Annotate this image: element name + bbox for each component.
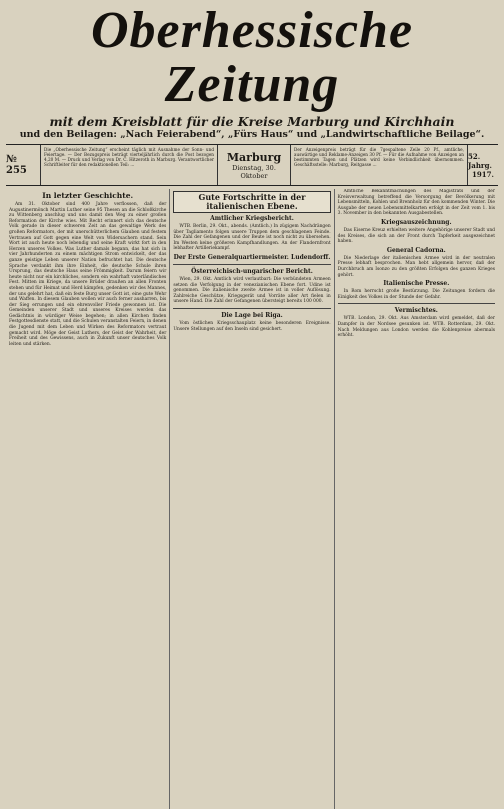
article-body: Amtliche Bekanntmachungen des Magistrats und der Kreisverwaltung betreffend die Versorgung der Bevölkerung mit Lebensmitteln, Kohlen und Brennholz für den kommenden Winter. Die Ausgabe der neuen Lebensmittelkarten erfolgt in der Zeit vom 1. bis 3. November in den bekannten Ausgabestellen. bbox=[337, 189, 495, 217]
article-body: Die Niederlage der italienischen Armee wird in der neutralen Presse lebhaft besprochen. Man hebt allgemein hervor, daß der Durchbruch am Isonzo zu den größten Erfolgen des ganzen Krieges gehört. bbox=[337, 255, 495, 278]
publisher-note: Die „Oberhessische Zeitung“ erscheint täglich mit Ausnahme der Sonn- und Feiertage. — Der Bezugspreis beträgt vierteljährlich durch die Post bezogen 4,20 M. — Druck und Verlag von Dr. C. Hitzeroth in Marburg. Verantwortlicher Schriftleiter für den redaktionellen Teil: ... bbox=[41, 145, 218, 185]
article-body: In Rom herrscht große Bestürzung. Die Zeitungen fordern die Einigkeit des Volkes in der Stunde der Gefahr. bbox=[337, 289, 495, 300]
section-heading: Die Lage bei Riga. bbox=[221, 311, 283, 319]
advertising-note: Der Anzeigenpreis beträgt für die 7gespaltene Zeile 20 Pf., amtliche, auswärtige und Reklame-Anzeigen 30 Pf. — Für die Aufnahme von Anzeigen an bestimmten Tagen und Plätzen wird keine Verbindlichkeit übernommen. Geschäftsstelle: Marburg, Reitgasse ... bbox=[291, 145, 468, 185]
section-heading: Italienische Presse. bbox=[383, 280, 450, 288]
article-body: WTB. London, 29. Okt. Aus Amsterdam wird gemeldet, daß der Dampfer in der Nordsee gesunken ist. WTB. Rotterdam, 29. Okt. Nach Meldungen aus London werden die Kohlenpreise abermals erhöht. bbox=[337, 316, 495, 339]
article-body: Das Eiserne Kreuz erhielten weitere Angehörige unserer Stadt und des Kreises, die sich an der Front durch Tapferkeit ausgezeichnet haben. bbox=[337, 227, 495, 245]
article-body: Vom östlichen Kriegsschauplatz keine besonderen Ereignisse. Unsere Stellungen auf den Inseln sind gesichert. bbox=[173, 320, 331, 332]
column-1 bbox=[6, 189, 169, 809]
column-3 bbox=[334, 189, 498, 809]
article-body: Wien, 29. Okt. Amtlich wird verlautbart: Die verbündeten Armeen setzen die Verfolgung in der venezianischen Ebene fort. Udine ist genommen. Die italienische zweite Armee ist in voller Auflösung. Zahlreiche Geschütze, Kriegsgerät und Vorräte aller Art fielen in unsere Hand. Die Zahl der Gefangenen übersteigt bereits 100 000. bbox=[173, 276, 331, 305]
volume: 52. Jahrg. bbox=[468, 151, 492, 170]
divider bbox=[173, 264, 330, 265]
newspaper-title: Oberhessische Zeitung bbox=[90, 2, 414, 113]
section-heading: Österreichisch-ungarischer Bericht. bbox=[191, 267, 313, 275]
dateline bbox=[218, 145, 291, 185]
section-heading: Amtlicher Kriegsbericht. bbox=[210, 215, 294, 222]
column-2 bbox=[169, 189, 333, 809]
divider bbox=[338, 303, 495, 304]
newspaper-subtitle: mit dem Kreisblatt für die Kreise Marburg und Kirchhain bbox=[49, 114, 455, 129]
article-columns bbox=[6, 189, 498, 809]
newspaper-supplements: und den Beilagen: „Nach Feierabend“, „Fürs Haus“ und „Landwirtschaftliche Beilage“. bbox=[19, 129, 485, 140]
signature: Der Erste Generalquartiermeister. Ludendorff. bbox=[173, 253, 331, 261]
issue-date: Dienstag, 30. Oktober bbox=[232, 163, 276, 180]
info-bar bbox=[6, 144, 498, 186]
year: 1917. bbox=[472, 169, 494, 179]
section-heading: General Cadorna. bbox=[386, 246, 446, 254]
article-heading: Gute Fortschritte in der italienischen Ebene. bbox=[173, 191, 330, 213]
section-heading: Kriegsauszeichnung. bbox=[381, 218, 452, 226]
divider bbox=[173, 308, 330, 309]
article-body: WTB. Berlin, 29. Okt., abends. (Amtlich.) In zügigem Nachdrängen über Tagliamento folgen unsere Truppen dem geschlagenen Feinde. Die Zahl der Gefangenen und der Beute ist noch nicht zu übersehen. Im Westen keine größeren Kampfhandlungen. An der Flandernfront lebhafter Artilleriekampf. bbox=[173, 224, 331, 252]
masthead bbox=[6, 0, 498, 141]
article-body: Am 31. Oktober sind 400 Jahre verflossen, daß der Augustinermönch Martin Luther seine 95 Thesen an die Schloßkirche zu Wittenberg anschlug und uns damit den Weg zu einer großen Reformation der Kirche wies. Mit Recht erinnert sich das deutsche Volk gerade in dieser schweren Zeit an das gewaltige Werk des großen Reformators, der mit unerschütterlichem Glauben und festem Vertrauen auf Gott gegen eine Welt von Widersachern stand. Sein Wort ist auch heute noch lebendig und seine Kraft wirkt fort in den Herzen unseres Volkes. Was Luther damals begann, das hat sich in vier Jahrhunderten zu einem mächtigen Strom entwickelt, der das ganze geistige Leben unserer Nation befruchtet hat. Die deutsche Sprache verdankt ihm ihre Einheit, die deutsche Schule ihren Ursprung, das deutsche Haus seine Frömmigkeit. Darum feiern wir heute nicht nur ein kirchliches, sondern ein wahrhaft vaterländisches Fest. Mitten im Kriege, da unsere Brüder draußen an allen Fronten stehen und für Heimat und Herd kämpfen, gedenken wir des Mannes, der uns gelehrt hat, daß ein feste Burg unser Gott ist, eine gute Wehr und Waffen. In diesem Glauben wollen wir auch ferner ausharren, bis der Sieg errungen und ein ehrenvoller Friede gewonnen ist. Die Gemeinden unserer Stadt und unseres Kreises werden das Gedächtnis in würdiger Weise begehen; in allen Kirchen finden Festgottesdienste statt, und die Schulen veranstalten Feiern, in denen die Jugend mit dem Leben und Wirken des Reformators vertraut gemacht wird. Möge der Geist Luthers, der Geist der Wahrheit, der Freiheit und des Gewissens, auch in Zukunft unser deutsches Volk leiten und stärken. bbox=[9, 202, 167, 347]
city: Marburg bbox=[226, 150, 282, 164]
volume-info bbox=[468, 145, 498, 185]
article-heading: In letzter Geschichte. bbox=[42, 191, 134, 200]
issue-number: № 255 bbox=[6, 145, 41, 185]
section-heading: Vermischtes. bbox=[394, 307, 438, 315]
